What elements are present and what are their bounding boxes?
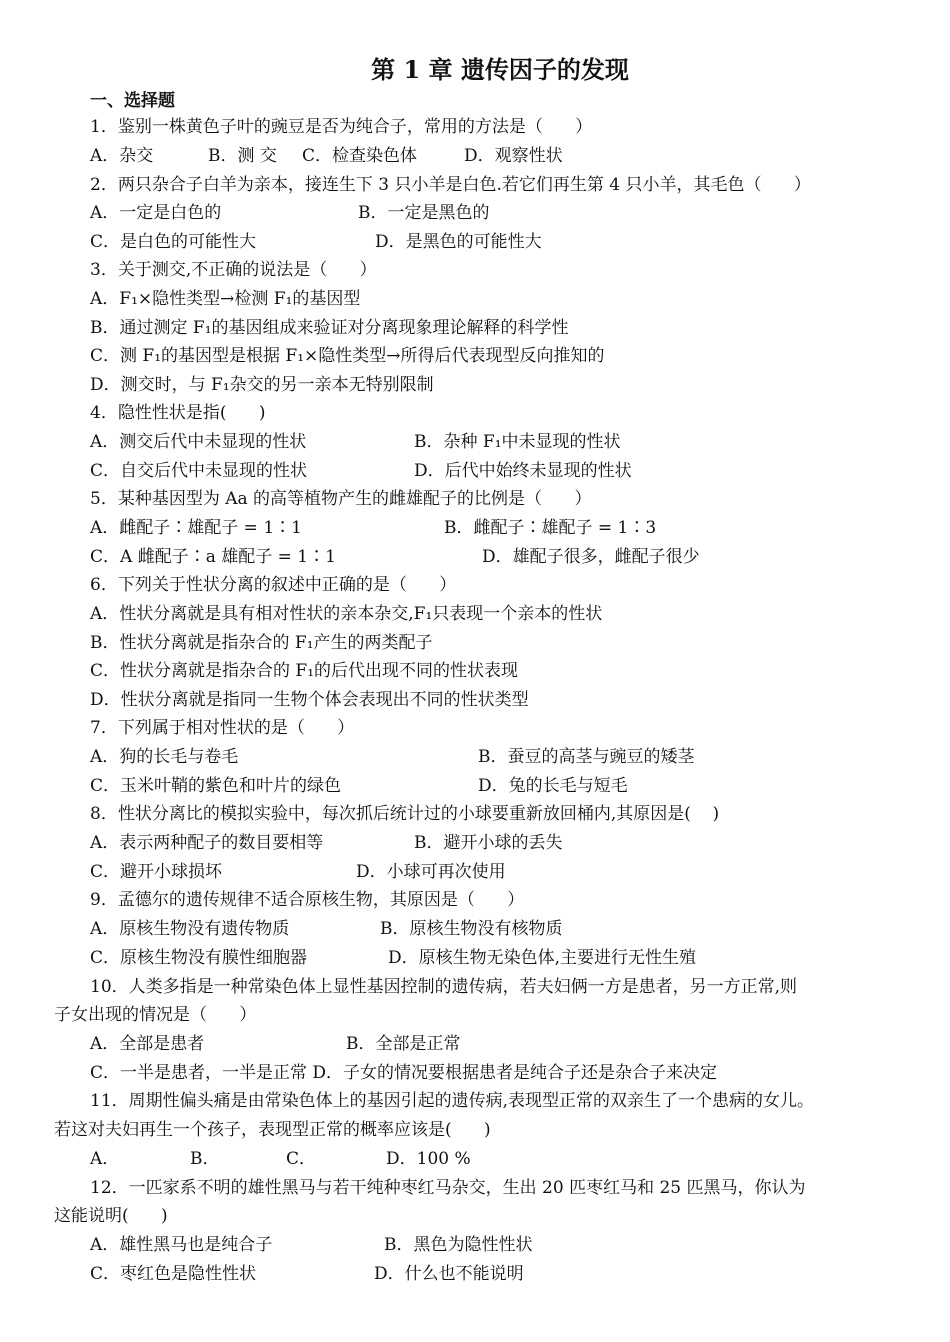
option-text: B． (190, 1149, 220, 1169)
question-line: C．避开小球损坏 (90, 862, 223, 882)
question-line: 8．性状分离比的模拟实验中，每次抓后统计过的小球要重新放回桶内,其原因是( ) (90, 804, 720, 824)
question-line: A．F₁×隐性类型→检测 F₁的基因型 (90, 289, 361, 309)
option-text: D．雄配子很多，雌配子很少 (482, 547, 700, 567)
question-line: 6．下列关于性状分离的叙述中正确的是（ ） (90, 575, 457, 595)
option-text: B．全部是正常 (346, 1034, 461, 1054)
question-line: C．自交后代中未显现的性状 (90, 461, 308, 481)
option-text: B．一定是黑色的 (358, 203, 490, 223)
question-line: 4．隐性性状是指( ) (90, 403, 266, 423)
option-text: B．测 交 (208, 146, 277, 166)
question-line: 12．一匹家系不明的雄性黑马与若干纯种枣红马杂交，生出 20 匹枣红马和 25 匹黑马，你认为 (90, 1178, 806, 1198)
question-line: 7．下列属于相对性状的是（ ） (90, 718, 355, 738)
option-text: D．原核生物无染色体,主要进行无性生殖 (388, 948, 697, 968)
question-line: 子女出现的情况是（ ） (54, 1005, 257, 1025)
question-line: B．性状分离就是指杂合的 F₁产生的两类配子 (90, 633, 433, 653)
question-line: A．原核生物没有遗传物质 (90, 919, 290, 939)
question-line: 这能说明( ) (54, 1206, 168, 1226)
option-text: B．杂种 F₁中未显现的性状 (414, 432, 621, 452)
question-line: 2．两只杂合子白羊为亲本，接连生下 3 只小羊是白色.若它们再生第 4 只小羊，其毛色（ ） (90, 175, 811, 195)
question-line: C．性状分离就是指杂合的 F₁的后代出现不同的性状表现 (90, 661, 519, 681)
option-text: D．小球可再次使用 (356, 862, 506, 882)
option-text: D．是黑色的可能性大 (375, 232, 542, 252)
option-text: B．避开小球的丢失 (414, 833, 563, 853)
question-line: A．性状分离就是具有相对性状的亲本杂交,F₁只表现一个亲本的性状 (90, 604, 603, 624)
option-text: B．黑色为隐性性状 (384, 1235, 533, 1255)
option-text: B．雌配子∶雄配子 = 1∶3 (444, 518, 657, 538)
chapter-title: 第 1 章 遗传因子的发现 (371, 55, 629, 84)
section-heading: 一、选择题 (90, 91, 175, 111)
option-text: D．兔的长毛与短毛 (478, 776, 628, 796)
question-line: A．雄性黑马也是纯合子 (90, 1235, 273, 1255)
question-line: 10．人类多指是一种常染色体上显性基因控制的遗传病，若夫妇俩一方是患者，另一方正常,则 (90, 977, 798, 997)
question-line: C．A 雌配子∶a 雄配子 = 1∶1 (90, 547, 336, 567)
question-line: 1．鉴别一株黄色子叶的豌豆是否为纯合子，常用的方法是（ ） (90, 117, 593, 137)
option-text: B．原核生物没有核物质 (380, 919, 563, 939)
question-line: C．枣红色是隐性性状 (90, 1264, 257, 1284)
option-text: B．蚕豆的高茎与豌豆的矮茎 (478, 747, 695, 767)
option-text: C． (286, 1149, 317, 1169)
option-text: D．观察性状 (464, 146, 563, 166)
question-line: C．测 F₁的基因型是根据 F₁×隐性类型→所得后代表现型反向推知的 (90, 346, 605, 366)
question-line: A．一定是白色的 (90, 203, 222, 223)
question-line: A．狗的长毛与卷毛 (90, 747, 239, 767)
option-text: C．检查染色体 (302, 146, 418, 166)
question-line: C．玉米叶鞘的紫色和叶片的绿色 (90, 776, 342, 796)
question-line: 5．某种基因型为 Aa 的高等植物产生的雌雄配子的比例是（ ） (90, 489, 592, 509)
question-line: A．雌配子∶雄配子 = 1∶1 (90, 518, 302, 538)
question-line: A．表示两种配子的数目要相等 (90, 833, 324, 853)
question-line: C．原核生物没有膜性细胞器 (90, 948, 308, 968)
question-line: A．全部是患者 (90, 1034, 205, 1054)
question-line: 11．周期性偏头痛是由常染色体上的基因引起的遗传病,表现型正常的双亲生了一个患病的女儿。 (90, 1091, 815, 1111)
option-text: D．什么也不能说明 (374, 1264, 524, 1284)
option-text: D．100 % (386, 1149, 471, 1169)
question-line: B．通过测定 F₁的基因组成来验证对分离现象理论解释的科学性 (90, 318, 569, 338)
question-line: A． (90, 1149, 120, 1169)
question-line: A．杂交 (90, 146, 154, 166)
question-line: 若这对夫妇再生一个孩子，表现型正常的概率应该是( ) (54, 1120, 491, 1140)
question-line: C．是白色的可能性大 (90, 232, 257, 252)
question-line: 3．关于测交,不正确的说法是（ ） (90, 260, 377, 280)
question-line: 9．孟德尔的遗传规律不适合原核生物，其原因是（ ） (90, 890, 525, 910)
question-line: A．测交后代中未显现的性状 (90, 432, 307, 452)
question-line: D．测交时，与 F₁杂交的另一亲本无特别限制 (90, 375, 434, 395)
question-line: D．性状分离就是指同一生物个体会表现出不同的性状类型 (90, 690, 529, 710)
option-text: D．后代中始终未显现的性状 (414, 461, 632, 481)
question-line: C．一半是患者，一半是正常 D．子女的情况要根据患者是纯合子还是杂合子来决定 (90, 1063, 718, 1083)
